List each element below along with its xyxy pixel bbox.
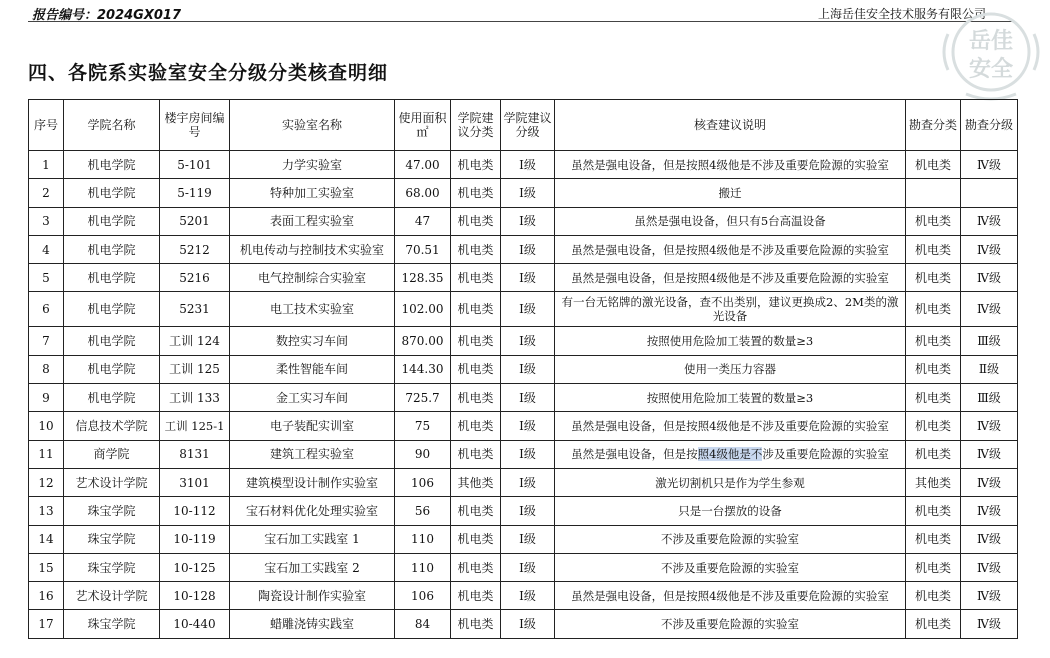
inspect-class: 机电类 (906, 384, 961, 412)
room-number: 5216 (160, 264, 230, 292)
table-row (29, 553, 1018, 581)
college-name: 珠宝学院 (64, 525, 160, 553)
inspection-note: 不涉及重要危险源的实验室 (555, 610, 906, 638)
college-name: 珠宝学院 (64, 497, 160, 525)
row-number: 13 (29, 497, 64, 525)
inspect-class: 机电类 (906, 151, 961, 179)
table-row (29, 235, 1018, 263)
lab-name: 宝石加工实践室 1 (230, 525, 395, 553)
lab-name: 力学实验室 (230, 151, 395, 179)
table-row (29, 497, 1018, 525)
room-number: 10-119 (160, 525, 230, 553)
area: 110 (395, 553, 451, 581)
col-header-inspect-level: 勘查分级 (961, 100, 1018, 151)
room-number: 工训 125 (160, 355, 230, 383)
table-row (29, 264, 1018, 292)
inspect-class: 机电类 (906, 264, 961, 292)
inspect-level: Ⅳ级 (961, 468, 1018, 496)
col-header-area: 使用面积㎡ (395, 100, 451, 151)
inspection-note: 按照使用危险加工装置的数量≥3 (555, 327, 906, 355)
area: 70.51 (395, 235, 451, 263)
row-number: 5 (29, 264, 64, 292)
suggested-class: 机电类 (451, 292, 501, 327)
suggested-class: 机电类 (451, 384, 501, 412)
suggested-level: I级 (501, 264, 555, 292)
college-name: 机电学院 (64, 355, 160, 383)
header-divider (28, 21, 1014, 22)
inspect-level: Ⅳ级 (961, 582, 1018, 610)
college-name: 机电学院 (64, 235, 160, 263)
lab-name: 电子装配实训室 (230, 412, 395, 440)
college-name: 信息技术学院 (64, 412, 160, 440)
area: 56 (395, 497, 451, 525)
table-row (29, 207, 1018, 235)
row-number: 1 (29, 151, 64, 179)
college-name: 珠宝学院 (64, 553, 160, 581)
inspect-class (906, 179, 961, 207)
inspection-note: 虽然是强电设备，但是按照4级他是不涉及重要危险源的实验室 (555, 264, 906, 292)
row-number: 17 (29, 610, 64, 638)
company-name: 上海岳佳安全技术服务有限公司 (817, 7, 986, 21)
room-number: 工训 133 (160, 384, 230, 412)
inspect-level: Ⅳ级 (961, 497, 1018, 525)
inspection-note: 按照使用危险加工装置的数量≥3 (555, 384, 906, 412)
inspect-level: Ⅳ级 (961, 610, 1018, 638)
college-name: 机电学院 (64, 179, 160, 207)
inspect-level (961, 179, 1018, 207)
inspect-class: 机电类 (906, 525, 961, 553)
room-number: 5231 (160, 292, 230, 327)
svg-text:岳佳: 岳佳 (968, 29, 1014, 54)
col-header-college: 学院名称 (64, 100, 160, 151)
suggested-class: 机电类 (451, 207, 501, 235)
room-number: 5-119 (160, 179, 230, 207)
table-row (29, 179, 1018, 207)
table-row (29, 292, 1018, 327)
row-number: 14 (29, 525, 64, 553)
lab-name: 蜡雕浇铸实践室 (230, 610, 395, 638)
area: 47.00 (395, 151, 451, 179)
college-name: 珠宝学院 (64, 610, 160, 638)
note-text: 涉及重要危险源的实验室 (762, 447, 889, 462)
suggested-level: I级 (501, 412, 555, 440)
inspect-class: 机电类 (906, 440, 961, 468)
table-row (29, 151, 1018, 179)
inspection-note: 不涉及重要危险源的实验室 (555, 525, 906, 553)
lab-name: 数控实习车间 (230, 327, 395, 355)
college-name: 机电学院 (64, 384, 160, 412)
lab-inspection-table (28, 99, 1018, 639)
lab-name: 柔性智能车间 (230, 355, 395, 383)
inspect-class: 机电类 (906, 235, 961, 263)
suggested-class: 机电类 (451, 235, 501, 263)
college-name: 机电学院 (64, 292, 160, 327)
table-row (29, 327, 1018, 355)
area: 90 (395, 440, 451, 468)
inspect-class: 机电类 (906, 207, 961, 235)
suggested-level: I级 (501, 384, 555, 412)
col-header-no: 序号 (29, 100, 64, 151)
col-header-suggested-level: 学院建议分级 (501, 100, 555, 151)
room-number: 10-440 (160, 610, 230, 638)
room-number: 8131 (160, 440, 230, 468)
inspect-level: Ⅳ级 (961, 525, 1018, 553)
page-title: 四、各院系实验室安全分级分类核查明细 (28, 62, 389, 84)
area: 725.7 (395, 384, 451, 412)
room-number: 3101 (160, 468, 230, 496)
inspect-level: Ⅱ级 (961, 355, 1018, 383)
lab-name: 建筑工程实验室 (230, 440, 395, 468)
row-number: 7 (29, 327, 64, 355)
svg-text:安全: 安全 (968, 57, 1014, 82)
lab-name: 金工实习车间 (230, 384, 395, 412)
inspect-class: 机电类 (906, 412, 961, 440)
table-row (29, 412, 1018, 440)
area: 75 (395, 412, 451, 440)
inspection-note: 搬迁 (555, 179, 906, 207)
inspection-note: 虽然是强电设备，但是按照4级他是不涉及重要危险源的实验室 (555, 235, 906, 263)
inspect-level: Ⅳ级 (961, 553, 1018, 581)
suggested-class: 机电类 (451, 355, 501, 383)
inspection-note: 虽然是强电设备，但是按照4级他是不涉及重要危险源的实验室 (555, 412, 906, 440)
inspect-class: 机电类 (906, 582, 961, 610)
suggested-level: I级 (501, 440, 555, 468)
inspection-note: 不涉及重要危险源的实验室 (555, 553, 906, 581)
suggested-class: 机电类 (451, 151, 501, 179)
college-name: 机电学院 (64, 151, 160, 179)
inspect-level: Ⅳ级 (961, 264, 1018, 292)
lab-name: 电工技术实验室 (230, 292, 395, 327)
area: 106 (395, 468, 451, 496)
inspect-class: 机电类 (906, 610, 961, 638)
area: 102.00 (395, 292, 451, 327)
area: 68.00 (395, 179, 451, 207)
suggested-class: 机电类 (451, 553, 501, 581)
room-number: 5201 (160, 207, 230, 235)
inspection-note: 激光切割机只是作为学生参观 (555, 468, 906, 496)
inspection-note: 有一台无铭牌的激光设备，查不出类别，建议更换成2、2M类的激光设备 (555, 292, 906, 327)
suggested-class: 机电类 (451, 497, 501, 525)
room-number: 5-101 (160, 151, 230, 179)
inspect-class: 机电类 (906, 292, 961, 327)
inspection-note: 只是一台摆放的设备 (555, 497, 906, 525)
company-seal-watermark (936, 4, 1046, 104)
suggested-level: I级 (501, 553, 555, 581)
area: 128.35 (395, 264, 451, 292)
table-header-row (29, 100, 1018, 151)
inspect-level: Ⅳ级 (961, 207, 1018, 235)
suggested-level: I级 (501, 235, 555, 263)
inspection-note: 虽然是强电设备，但是按照4级他是不涉及重要危险源的实验室 (555, 582, 906, 610)
suggested-level: I级 (501, 207, 555, 235)
inspect-class: 机电类 (906, 327, 961, 355)
suggested-class: 机电类 (451, 582, 501, 610)
room-number: 10-112 (160, 497, 230, 525)
lab-name: 特种加工实验室 (230, 179, 395, 207)
area: 47 (395, 207, 451, 235)
col-header-room: 楼宇房间编号 (160, 100, 230, 151)
suggested-class: 其他类 (451, 468, 501, 496)
area: 870.00 (395, 327, 451, 355)
note-text: 虽然是强电设备，但是按 (571, 447, 698, 462)
row-number: 11 (29, 440, 64, 468)
lab-name: 宝石材料优化处理实验室 (230, 497, 395, 525)
suggested-class: 机电类 (451, 412, 501, 440)
suggested-level: I级 (501, 179, 555, 207)
suggested-level: I级 (501, 292, 555, 327)
inspect-class: 机电类 (906, 497, 961, 525)
inspection-note: 虽然是强电设备，但是按照4级他是不涉及重要危险源的实验室 (555, 151, 906, 179)
suggested-level: I级 (501, 497, 555, 525)
lab-name: 建筑模型设计制作实验室 (230, 468, 395, 496)
row-number: 2 (29, 179, 64, 207)
suggested-level: I级 (501, 525, 555, 553)
lab-name: 表面工程实验室 (230, 207, 395, 235)
row-number: 12 (29, 468, 64, 496)
row-number: 16 (29, 582, 64, 610)
row-number: 8 (29, 355, 64, 383)
room-number: 工训 125-1 (160, 412, 230, 440)
inspect-level: Ⅲ级 (961, 384, 1018, 412)
inspect-level: Ⅳ级 (961, 412, 1018, 440)
row-number: 4 (29, 235, 64, 263)
table-row (29, 525, 1018, 553)
room-number: 5212 (160, 235, 230, 263)
table-row (29, 355, 1018, 383)
table-row (29, 582, 1018, 610)
suggested-class: 机电类 (451, 525, 501, 553)
col-header-lab: 实验室名称 (230, 100, 395, 151)
suggested-level: I级 (501, 355, 555, 383)
lab-name: 陶瓷设计制作实验室 (230, 582, 395, 610)
inspect-level: Ⅲ级 (961, 327, 1018, 355)
inspect-class: 机电类 (906, 355, 961, 383)
row-number: 9 (29, 384, 64, 412)
inspect-level: Ⅳ级 (961, 440, 1018, 468)
suggested-level: I级 (501, 327, 555, 355)
inspect-class: 机电类 (906, 553, 961, 581)
inspect-level: Ⅳ级 (961, 292, 1018, 327)
area: 144.30 (395, 355, 451, 383)
table-row (29, 468, 1018, 496)
suggested-level: I级 (501, 582, 555, 610)
table-body (29, 151, 1018, 639)
college-name: 机电学院 (64, 264, 160, 292)
room-number: 10-128 (160, 582, 230, 610)
area: 106 (395, 582, 451, 610)
suggested-class: 机电类 (451, 610, 501, 638)
inspect-class: 其他类 (906, 468, 961, 496)
suggested-class: 机电类 (451, 179, 501, 207)
suggested-class: 机电类 (451, 264, 501, 292)
suggested-level: I级 (501, 610, 555, 638)
suggested-class: 机电类 (451, 327, 501, 355)
inspection-note: 使用一类压力容器 (555, 355, 906, 383)
lab-name: 机电传动与控制技术实验室 (230, 235, 395, 263)
selected-text[interactable]: 照4级他是不 (697, 447, 763, 462)
row-number: 10 (29, 412, 64, 440)
suggested-level: I级 (501, 468, 555, 496)
college-name: 艺术设计学院 (64, 582, 160, 610)
suggested-class: 机电类 (451, 440, 501, 468)
college-name: 机电学院 (64, 327, 160, 355)
room-number: 工训 124 (160, 327, 230, 355)
suggested-level: I级 (501, 151, 555, 179)
table-row (29, 610, 1018, 638)
row-number: 6 (29, 292, 64, 327)
inspect-level: Ⅳ级 (961, 151, 1018, 179)
area: 110 (395, 525, 451, 553)
report-number: 报告编号：2024GX017 (32, 8, 182, 23)
area: 84 (395, 610, 451, 638)
room-number: 10-125 (160, 553, 230, 581)
col-header-note: 核查建议说明 (555, 100, 906, 151)
col-header-inspect-class: 勘查分类 (906, 100, 961, 151)
college-name: 机电学院 (64, 207, 160, 235)
lab-name: 宝石加工实践室 2 (230, 553, 395, 581)
inspection-note: 虽然是强电设备，但只有5台高温设备 (555, 207, 906, 235)
table-row (29, 440, 1018, 468)
row-number: 3 (29, 207, 64, 235)
row-number: 15 (29, 553, 64, 581)
inspection-note (555, 440, 906, 468)
lab-name: 电气控制综合实验室 (230, 264, 395, 292)
college-name: 艺术设计学院 (64, 468, 160, 496)
table-row (29, 384, 1018, 412)
inspect-level: Ⅳ级 (961, 235, 1018, 263)
college-name: 商学院 (64, 440, 160, 468)
col-header-suggested-class: 学院建议分类 (451, 100, 501, 151)
